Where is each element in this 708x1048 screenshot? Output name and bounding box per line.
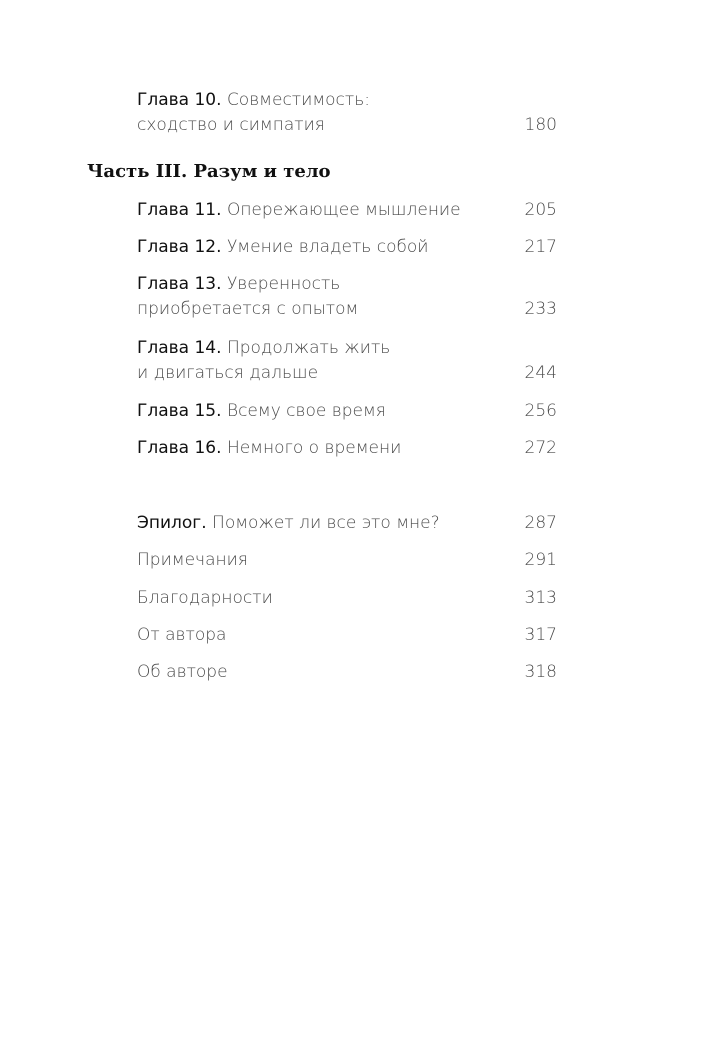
chapter-label: Глава 16. [137,438,222,458]
page-number: 217 [524,237,557,257]
chapter-title-line1: Продолжать жить [226,338,391,358]
toc-entry-notes [137,548,557,573]
toc-entry-chapter-12 [137,235,557,260]
chapter-title-line1: Всему свое время [226,401,386,421]
section-title: Об авторе [137,662,228,682]
part-heading: Часть III. Разум и тело [87,161,331,182]
toc-entry-chapter-10 [137,88,557,138]
chapter-title-line1: Умение владеть собой [226,237,429,257]
section-title: Примечания [137,550,248,570]
epilogue-label: Эпилог. [137,513,207,533]
page-number: 244 [524,363,557,383]
epilogue-title: Поможет ли все это мне? [212,513,440,533]
page-number: 318 [524,662,557,682]
chapter-label: Глава 10. [137,90,222,110]
chapter-title-line1: Совместимость: [226,90,370,110]
page-number: 313 [524,588,557,608]
page-number: 272 [524,438,557,458]
chapter-title-line1: Немного о времени [226,438,402,458]
toc-entry-chapter-15 [137,399,557,424]
chapter-title-line1: Опережающее мышление [226,200,461,220]
chapter-title-line2: сходство и симпатия [137,115,325,135]
page-number: 205 [524,200,557,220]
toc-entry-epilogue [137,511,557,536]
page-number: 287 [524,513,557,533]
toc-entry-chapter-16 [137,436,557,461]
section-title: От автора [137,625,227,645]
chapter-title-line1: Уверенность [226,274,341,294]
toc-entry-acknowledgements [137,586,557,611]
page-number: 180 [524,115,557,135]
page-number: 233 [524,299,557,319]
chapter-label: Глава 13. [137,274,222,294]
toc-entry-from-author [137,623,557,648]
page-number: 317 [524,625,557,645]
page-number: 256 [524,401,557,421]
toc-entry-chapter-11 [137,198,557,223]
chapter-label: Глава 11. [137,200,222,220]
chapter-label: Глава 15. [137,401,222,421]
chapter-title-line2: приобретается с опытом [137,299,359,319]
page-number: 291 [524,550,557,570]
section-title: Благодарности [137,588,273,608]
toc-entry-chapter-13 [137,272,557,322]
chapter-label: Глава 12. [137,237,222,257]
chapter-title-line2: и двигаться дальше [137,363,319,383]
toc-entry-about-author [137,660,557,685]
chapter-label: Глава 14. [137,338,222,358]
toc-entry-chapter-14 [137,336,557,386]
